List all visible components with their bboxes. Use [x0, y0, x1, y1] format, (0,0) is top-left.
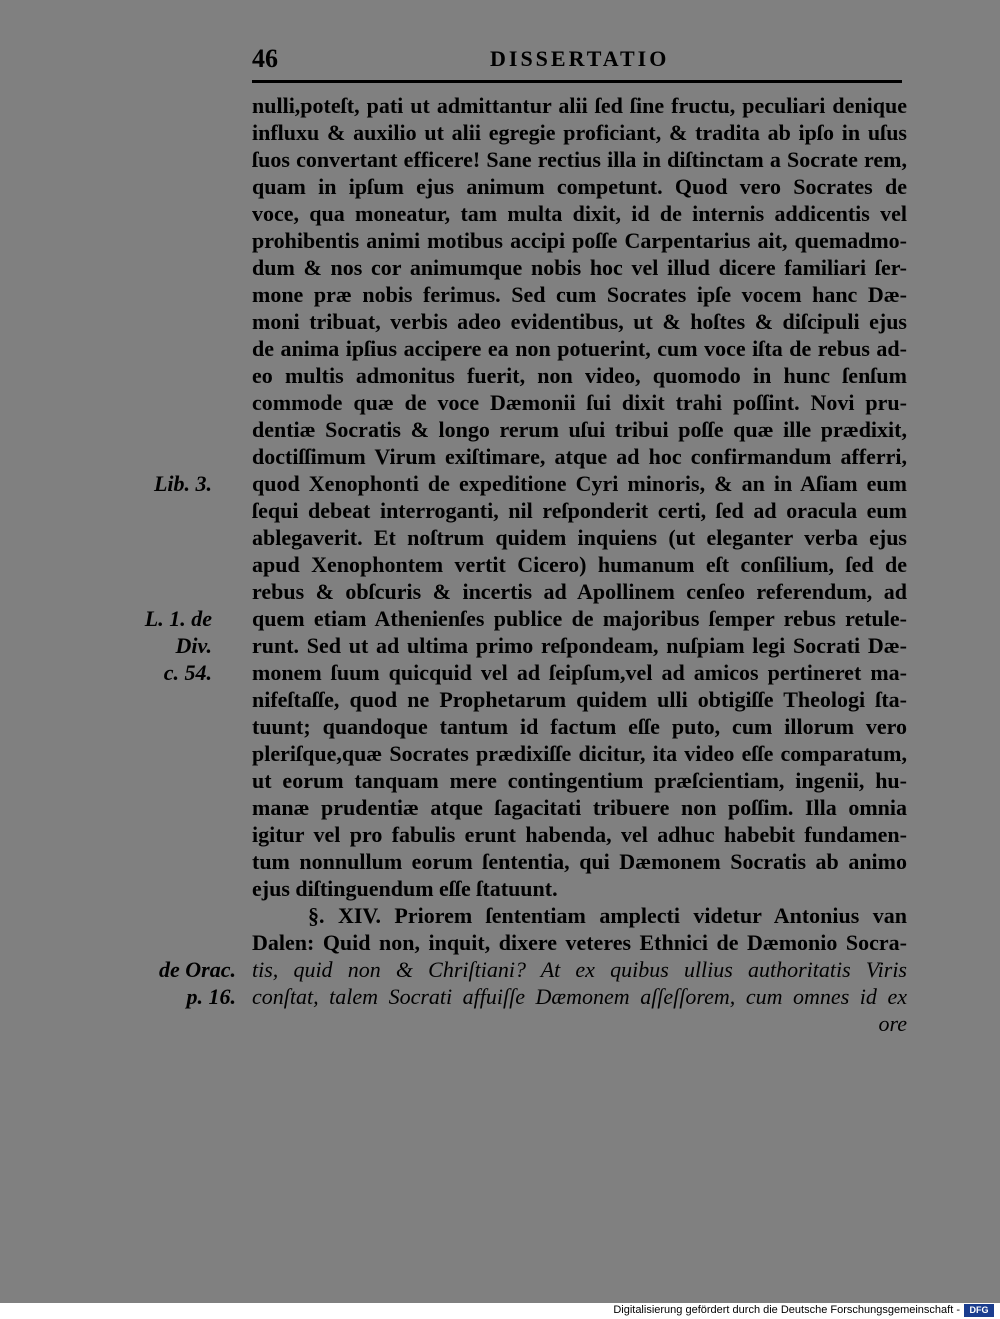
margin-note	[112, 605, 212, 686]
margin-note-line: Lib. 3.	[153, 471, 212, 496]
text-line: voce, qua moneatur, tam multa dixit, id de internis addicentis vel	[252, 201, 907, 226]
text-line: moni tribuat, verbis adeo evidentibus, ut & hoſtes & diſcipuli ejus	[252, 309, 907, 334]
text-line: pleriſque,quæ Socrates prædixiſſe dicitur, ita video eſſe comparatum,	[252, 741, 907, 766]
text-line: apud Xenophontem vertit Cicero) humanum eſt conſilium, ſed de	[252, 552, 907, 577]
text-line: dentiæ Socratis & longo rerum uſui tribui poſſe quæ ille prædixit,	[252, 417, 907, 442]
text-line: commode quæ de voce Dæmonii ſui dixit trahi poſſint. Novi pru-	[252, 390, 907, 415]
text-line: quod Xenophonti de expeditione Cyri minoris, & an in Aſiam eum	[252, 471, 907, 496]
text-line: eo multis admonitus fuerit, non video, quomodo in hunc ſenſum	[252, 363, 907, 388]
margin-note-line: c. 54.	[163, 660, 212, 685]
running-head: DISSERTATIO	[490, 46, 670, 71]
text-line: manæ prudentiæ atque ſagacitati tribuere non poſſim. Illa omnia	[252, 795, 907, 820]
text-line: ſequi debeat interroganti, nil reſponderit certi, ſed ad oracula eum	[252, 498, 907, 523]
text-line: quam in ipſum ejus animum competunt. Quod vero Socrates de	[252, 174, 907, 199]
catchword: ore	[878, 1011, 907, 1036]
text-line: nifeſtaſſe, quod ne Prophetarum quidem ulli obtigiſſe Theologi ſta-	[252, 687, 907, 712]
section-heading-line: §. XIV. Priorem ſententiam amplecti videtur Antonius van	[308, 903, 907, 928]
text-line: quem etiam Athenienſes publice de majoribus ſemper rebus retule-	[252, 606, 907, 631]
text-line: tuunt; quandoque tantum id factum eſſe puto, cum illorum vero	[252, 714, 907, 739]
text-line: monem ſuum quicquid vel ad ſeipſum,vel ad amicos pertineret ma-	[252, 660, 907, 685]
text-line: mone præ nobis ferimus. Sed cum Socrates ipſe vocem hanc Dæ-	[252, 282, 907, 307]
margin-note	[136, 956, 236, 1010]
footer-bar	[0, 1303, 1000, 1319]
margin-note-line: p. 16.	[186, 984, 236, 1009]
footer-credit: Digitalisierung gefördert durch die Deutsche Forschungsgemeinschaft -	[613, 1304, 960, 1316]
header-rule	[252, 80, 902, 83]
text-line: prohibentis animi motibus accipi poſſe Carpentarius ait, quemadmo-	[252, 228, 907, 253]
page-header	[252, 42, 912, 78]
text-line: runt. Sed ut ad ultima primo reſpondeam, nuſpiam legi Socrati Dæ-	[252, 633, 907, 658]
page-number: 46	[252, 44, 278, 73]
text-line: influxu & auxilio ut alii egregie proficiant, & tradita ab ipſo in uſus	[252, 120, 907, 145]
text-line: ejus diſtinguendum eſſe ſtatuunt.	[252, 876, 558, 901]
text-line: dum & nos cor animumque nobis hoc vel illud dicere familiari ſer-	[252, 255, 907, 280]
text-line: rebus & obſcuris & incertis ad Apollinem cenſeo referendum, ad	[252, 579, 907, 604]
text-line: doctiſſimum Virum exiſtimare, atque ad hoc confirmandum afferri,	[252, 444, 907, 469]
text-line: tum nonnullum eorum ſententia, qui Dæmonem Socratis ab animo	[252, 849, 907, 874]
text-line: ſuos convertant efficere! Sane rectius illa in diſtinctam a Socrate rem,	[252, 147, 907, 172]
text-line: ut eorum tanquam mere contingentium præſcientiam, ingenii, hu-	[252, 768, 907, 793]
margin-note	[112, 470, 212, 497]
text-line: ablegaverit. Et noſtrum quidem inquiens (ut eleganter verba ejus	[252, 525, 907, 550]
text-line: tis, quid non & Chriſtiani? At ex quibus ullius authoritatis Viris	[252, 957, 907, 982]
text-line: Dalen: Quid non, inquit, dixere veteres Ethnici de Dæmonio Socra-	[252, 930, 907, 955]
body-text	[252, 92, 907, 1037]
text-line: nulli,poteſt, pati ut admittantur alii ſed ſine fructu, peculiari denique	[252, 93, 907, 118]
text-line: igitur vel pro fabulis erunt habenda, vel adhuc habebit fundamen-	[252, 822, 907, 847]
dfg-logo: DFG	[964, 1304, 994, 1317]
text-line: de anima ipſius accipere ea non potuerint, cum voce iſta de rebus ad-	[252, 336, 907, 361]
margin-note-line: de Orac.	[159, 957, 236, 982]
text-line: conſtat, talem Socrati affuiſſe Dæmonem aſſeſſorem, cum omnes id ex	[252, 984, 907, 1009]
margin-note-line: L. 1. de Div.	[144, 606, 212, 658]
